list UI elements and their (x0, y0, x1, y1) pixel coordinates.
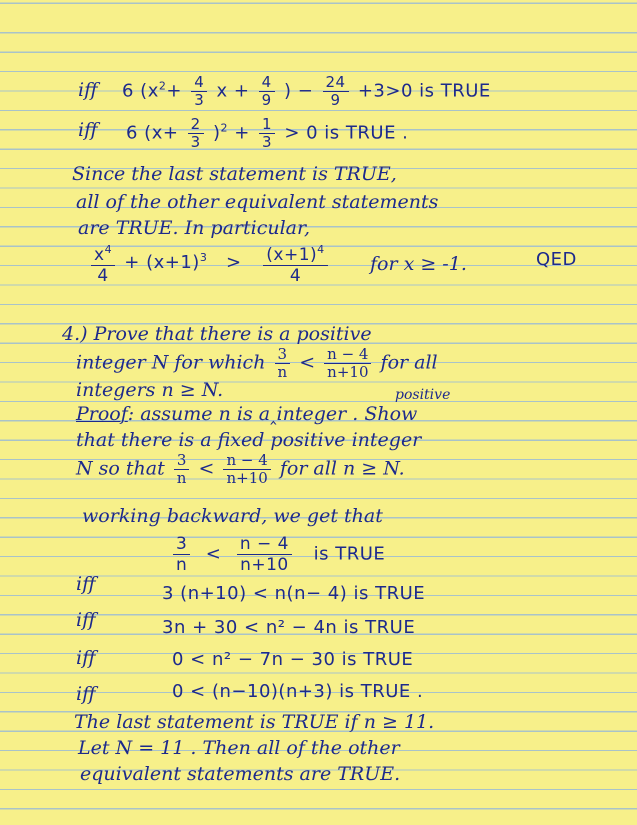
step-iff-1: iff (76, 573, 96, 595)
ending-line-1: The last statement is TRUE if n ≥ 11. (74, 711, 435, 733)
fraction: $\frac{(x+1)^4}{4}$ (263, 240, 327, 286)
problem-4-line-1: 4.) Prove that there is a positive (62, 323, 372, 345)
working-backward-line: working backward, we get that (82, 505, 383, 527)
conclusion-line-2: all of the other equivalent statements (76, 191, 439, 213)
fraction: $\frac{n - 4}{n+10}$ (223, 452, 270, 487)
inequality-line-1: 6 ($x^2+$ $\frac{4}{3}$ x + $\frac{4}{9}$ ) − $\frac{24}{9}$ +3>0 is TRUE (122, 73, 491, 109)
fraction: $\frac{x^4}{4}$ (91, 240, 115, 286)
fraction: $\frac{3}{n}$ (274, 346, 290, 381)
final-inequality: $\frac{x^4}{4}$ + $(x+1)^3$ > $\frac{(x+1)^4}{4}$ (88, 240, 331, 286)
fraction: $\frac{4}{3}$ (191, 74, 207, 109)
caret-insert-positive: positive (395, 387, 451, 403)
proof-line-1: Proof: assume n is a‸integer . Show (76, 403, 418, 425)
fraction: $\frac{1}{3}$ (259, 116, 275, 151)
step-expression-2: 3n + 30 < n² − 4n is TRUE (162, 617, 416, 638)
ending-line-3: equivalent statements are TRUE. (80, 763, 401, 785)
qed-mark: QED (536, 249, 577, 270)
fraction: $\frac{3}{n}$ (173, 534, 190, 575)
fraction: $\frac{n - 4}{n+10}$ (324, 346, 371, 381)
starting-inequality: $\frac{3}{n}$ < $\frac{n - 4}{n+10}$ is TRUE (170, 534, 385, 575)
proof-label: Proof (76, 403, 128, 425)
iff-label-2: iff (78, 119, 98, 141)
step-expression-4: 0 < (n−10)(n+3) is TRUE . (172, 681, 424, 702)
step-iff-2: iff (76, 609, 96, 631)
fraction: $\frac{n - 4}{n+10}$ (237, 534, 292, 575)
step-expression-1: 3 (n+10) < n(n− 4) is TRUE (162, 583, 426, 604)
problem-4-line-2: integer N for which $\frac{3}{n}$ < $\frac{n - 4}{n+10}$ for all (76, 345, 438, 381)
problem-4-line-3: integers n ≥ N. (76, 379, 224, 401)
proof-line-3: N so that $\frac{3}{n}$ < $\frac{n - 4}{n+10}$ for all n ≥ N. (76, 451, 405, 487)
fraction: $\frac{4}{9}$ (259, 74, 275, 109)
conclusion-line-3: are TRUE. In particular, (78, 217, 311, 239)
inequality-line-2: 6 (x+ $\frac{2}{3}$ )$^2$ + $\frac{1}{3}$ > 0 is TRUE . (126, 115, 409, 151)
step-iff-3: iff (76, 647, 96, 669)
step-iff-4: iff (76, 683, 96, 705)
fraction: $\frac{24}{9}$ (323, 74, 349, 109)
ending-line-2: Let N = 11 . Then all of the other (78, 737, 400, 759)
iff-label-1: iff (78, 79, 98, 101)
step-expression-3: 0 < n² − 7n − 30 is TRUE (172, 649, 414, 670)
fraction: $\frac{3}{n}$ (174, 452, 190, 487)
fraction: $\frac{2}{3}$ (188, 116, 204, 151)
conclusion-line-1: Since the last statement is TRUE, (72, 163, 397, 185)
final-condition: for x ≥ -1. (370, 253, 467, 275)
proof-line-2: that there is a fixed positive integer (76, 429, 422, 451)
